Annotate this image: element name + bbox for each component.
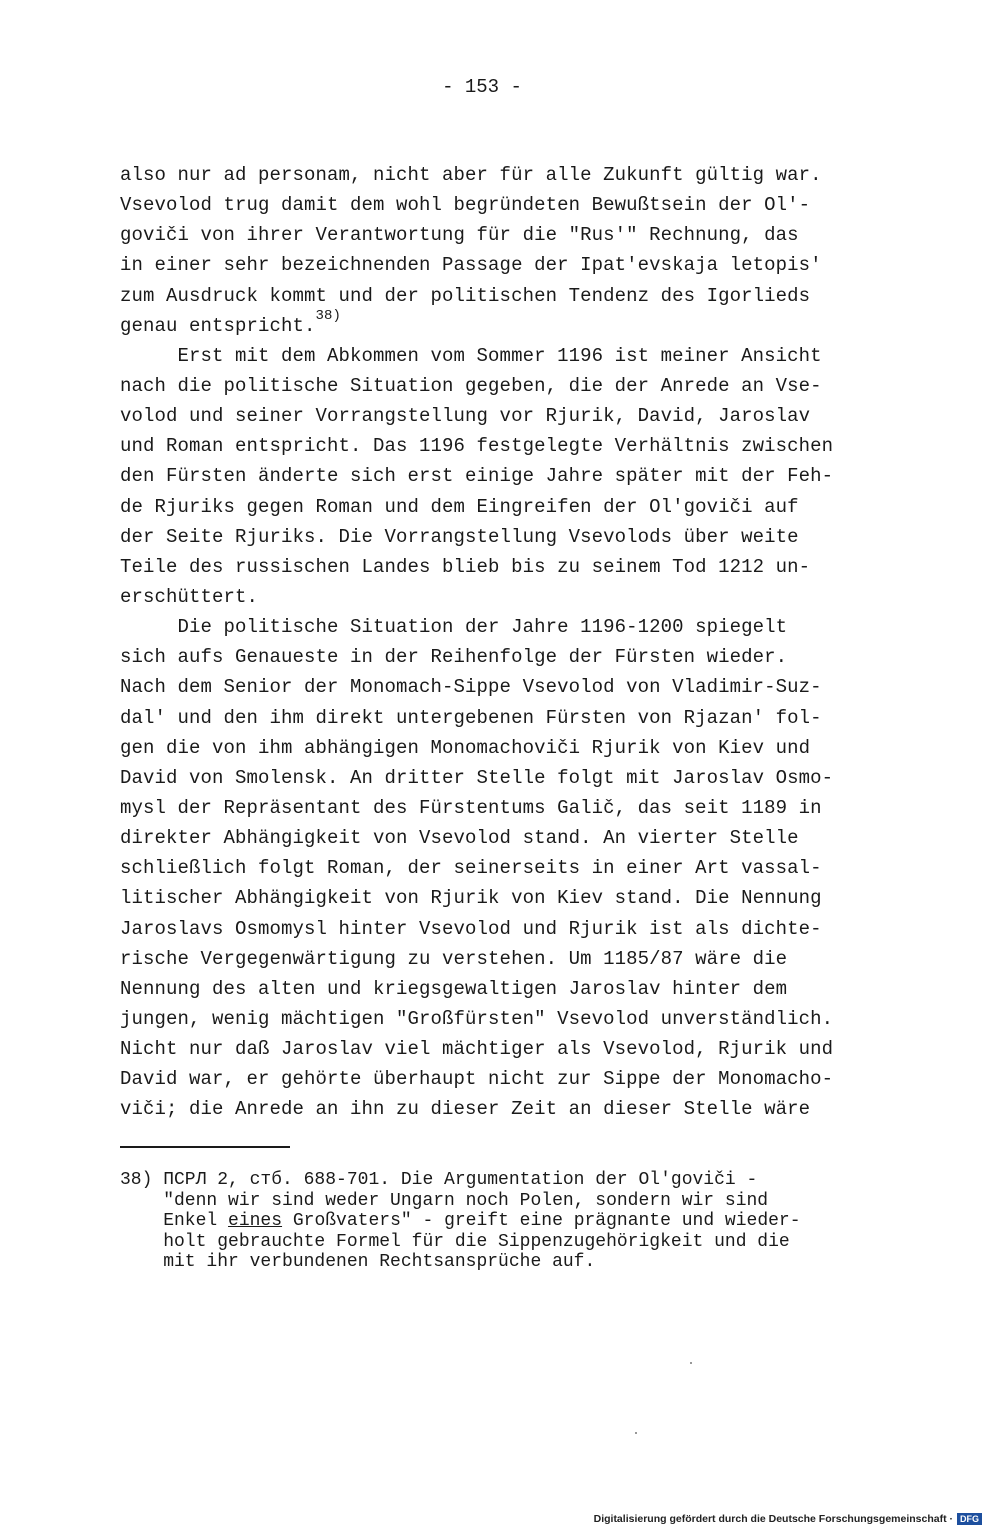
- footnote-line: [120, 1211, 880, 1232]
- text-line: viči; die Anrede an ihn zu dieser Zeit an dieser Stelle wäre: [120, 1098, 811, 1121]
- underlined-word: eines: [228, 1211, 283, 1231]
- text-line: der Seite Rjuriks. Die Vorrangstellung Vsevolods über weite: [120, 525, 799, 548]
- dfg-logo-icon: DFG: [957, 1513, 982, 1525]
- text-line: jungen, wenig mächtigen "Großfürsten" Vsevolod unverständlich.: [120, 1007, 834, 1030]
- text-line: in einer sehr bezeichnenden Passage der Ipat'evskaja letopis': [120, 254, 822, 277]
- text-line: dal' und den ihm direkt untergebenen Fürsten von Rjazan' fol-: [120, 706, 822, 729]
- text-line: Die politische Situation der Jahre 1196-1200 spiegelt: [120, 616, 788, 639]
- footnote-reference: 38): [315, 307, 342, 324]
- page-number: - 153 -: [442, 76, 522, 98]
- scan-speck: [690, 1362, 692, 1364]
- footnote: [120, 1170, 880, 1273]
- text-line: Jaroslavs Osmomysl hinter Vsevolod und Rjurik ist als dichte-: [120, 917, 822, 940]
- text-line: nach die politische Situation gegeben, die der Anrede an Vse-: [120, 374, 822, 397]
- text-line: David war, er gehörte überhaupt nicht zur Sippe der Monomacho-: [120, 1068, 834, 1091]
- text-line: rische Vergegenwärtigung zu verstehen. Um 1185/87 wäre die: [120, 947, 788, 970]
- text-line: de Rjuriks gegen Roman und dem Eingreifen der Ol'goviči auf: [120, 495, 799, 518]
- credit-text: Digitalisierung gefördert durch die Deutsche Forschungsgemeinschaft ·: [593, 1513, 953, 1525]
- text-line: den Fürsten änderte sich erst einige Jahre später mit der Feh-: [120, 465, 834, 488]
- text-line: Nennung des alten und kriegsgewaltigen Jaroslav hinter dem: [120, 977, 788, 1000]
- text-line: zum Ausdruck kommt und der politischen Tendenz des Igorlieds: [120, 284, 811, 307]
- text-line: schließlich folgt Roman, der seinerseits in einer Art vassal-: [120, 857, 822, 880]
- scan-speck: [635, 1432, 637, 1434]
- text-line: Teile des russischen Landes blieb bis zu seinem Tod 1212 un-: [120, 555, 811, 578]
- text-line: Nach dem Senior der Monomach-Sippe Vsevolod von Vladimir-Suz-: [120, 676, 822, 699]
- footnote-line: holt gebrauchte Formel für die Sippenzugehörigkeit und die: [120, 1231, 790, 1252]
- text-line: David von Smolensk. An dritter Stelle folgt mit Jaroslav Osmo-: [120, 766, 834, 789]
- text-line: volod und seiner Vorrangstellung vor Rjurik, David, Jaroslav: [120, 405, 811, 428]
- text-line: also nur ad personam, nicht aber für alle Zukunft gültig war.: [120, 164, 822, 186]
- text-line: Erst mit dem Abkommen vom Sommer 1196 ist meiner Ansicht: [120, 344, 822, 367]
- text-line-with-footnote: [120, 307, 880, 341]
- text-line: Vsevolod trug damit dem wohl begründeten Bewußtsein der Ol'-: [120, 194, 811, 217]
- footnote-line: "denn wir sind weder Ungarn noch Polen, sondern wir sind: [120, 1190, 769, 1211]
- text-line: mysl der Repräsentant des Fürstentums Galič, das seit 1189 in: [120, 796, 822, 819]
- text-line: goviči von ihrer Verantwortung für die "Rus'" Rechnung, das: [120, 224, 799, 247]
- text-line: sich aufs Genaueste in der Reihenfolge der Fürsten wieder.: [120, 646, 788, 669]
- footnote-line: 38) ПСРЛ 2, стб. 688-701. Die Argumentation der Ol'goviči -: [120, 1170, 758, 1190]
- text-line: litischer Abhängigkeit von Rjurik von Kiev stand. Die Nennung: [120, 887, 822, 910]
- footnote-separator: [120, 1146, 290, 1148]
- text-line: erschüttert.: [120, 585, 259, 608]
- text-line: und Roman entspricht. Das 1196 festgelegte Verhältnis zwischen: [120, 435, 834, 458]
- footnote-text: Enkel: [120, 1211, 229, 1231]
- text-line: genau entspricht.: [120, 314, 316, 337]
- footnote-line: mit ihr verbundenen Rechtsansprüche auf.: [120, 1252, 596, 1272]
- footnote-text: Großvaters" - greift eine prägnante und wieder-: [282, 1211, 801, 1231]
- text-line: direkter Abhängigkeit von Vsevolod stand. An vierter Stelle: [120, 827, 799, 850]
- digitization-credit: [594, 1513, 982, 1525]
- text-line: Nicht nur daß Jaroslav viel mächtiger als Vsevolod, Rjurik und: [120, 1038, 834, 1061]
- text-line: gen die von ihm abhängigen Monomachoviči Rjurik von Kiev und: [120, 736, 811, 759]
- body-text: [120, 160, 880, 1125]
